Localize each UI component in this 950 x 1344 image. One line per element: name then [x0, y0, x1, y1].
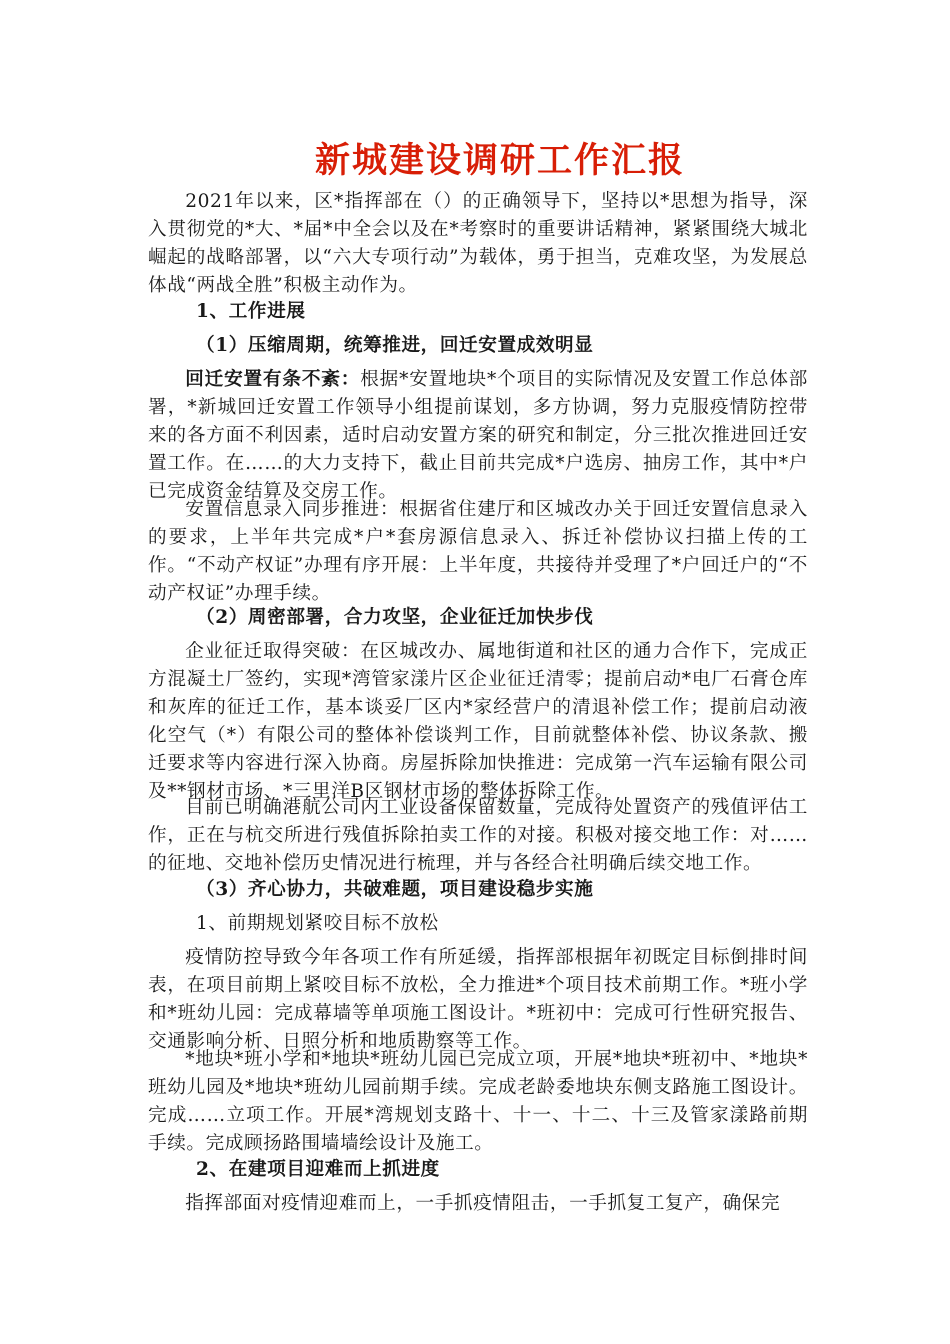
section-heading-1: 1、工作进展 [196, 301, 306, 322]
item-heading-1: 1、前期规划紧咬目标不放松 [196, 913, 439, 934]
paragraph-planning: 疫情防控导致今年各项工作有所延缓，指挥部根据年初既定目标倒排时间表，在项目前期上紧咬目标不放松，全力推进*个项目技术前期工作。*班小学和*班幼儿园：完成幕墙等单项施工图设计。*班初中：完成可行性研究报告、交通影响分析、日照分析和地质勘察等工作。 [148, 947, 808, 1052]
subsection-heading-1: （1）压缩周期，统筹推进，回迁安置成效明显 [196, 335, 594, 356]
paragraph-relocation [148, 366, 808, 506]
subsection-heading-3: （3）齐心协力，共破难题，项目建设稳步实施 [196, 879, 594, 900]
section-heading-2: 2、在建项目迎难而上抓进度 [196, 1159, 440, 1180]
document-title: 新城建设调研工作汇报 [314, 140, 685, 181]
paragraph-assets: 目前已明确港航公司内工业设备保留数量，完成待处置资产的残值评估工作，正在与杭交所进行残值拆除拍卖工作的对接。积极对接交地工作：对……的征地、交地补偿历史情况进行梳理，并与各经合社明确后续交地工作。 [148, 797, 808, 874]
paragraph-info-entry: 安置信息录入同步推进：根据省住建厅和区城改办关于回迁安置信息录入的要求，上半年共完成*户*套房源信息录入、拆迁补偿协议扫描上传的工作。“不动产权证”办理有序开展：上半年度，共接待并受理了*户回迁户的“不动产权证”办理手续。 [148, 499, 808, 604]
subsection-heading-2: （2）周密部署，合力攻坚，企业征迁加快步伐 [196, 607, 594, 628]
intro-paragraph: 2021年以来，区*指挥部在（）的正确领导下，坚持以*思想为指导，深入贯彻党的*大、*届*中全会以及在*考察时的重要讲话精神，紧紧围绕大城北崛起的战略部署，以“六大专项行动”为载体，勇于担当，克难攻坚，为发展总体战“两战全胜”积极主动作为。 [148, 191, 808, 296]
paragraph-enterprise: 企业征迁取得突破：在区城改办、属地街道和社区的通力合作下，完成正方混凝土厂签约，实现*湾管家漾片区企业征迁清零；提前启动*电厂石膏仓库和灰库的征迁工作，基本谈妥厂区内*家经营户的清退补偿工作；提前启动液化空气（*）有限公司的整体补偿谈判工作，目前就整体补偿、协议条款、搬迁要求等内容进行深入协商。房屋拆除加快推进：完成第一汽车运输有限公司及**钢材市场、*三里洋B区钢材市场的整体拆除工作。 [148, 641, 808, 802]
paragraph-lead: 回迁安置有条不紊： [185, 369, 361, 390]
paragraph-text: 根据*安置地块*个项目的实际情况及安置工作总体部署，*新城回迁安置工作领导小组提前谋划，多方协调，努力克服疫情防控带来的各方面不利因素，适时启动安置方案的研究和制定，分三批次推进回迁安置工作。在……的大力支持下，截止目前共完成*户选房、抽房工作，其中*户已完成资金结算及交房工作。 [148, 369, 808, 502]
paragraph-construction: 指挥部面对疫情迎难而上，一手抓疫情阻击，一手抓复工复产，确保完 [185, 1193, 781, 1214]
paragraph-projects: *地块*班小学和*地块*班幼儿园已完成立项，开展*地块*班初中、*地块*班幼儿园及*地块*班幼儿园前期手续。完成老龄委地块东侧支路施工图设计。完成……立项工作。开展*湾规划支路十、十一、十二、十三及管家漾路前期手续。完成顾扬路围墙墙绘设计及施工。 [148, 1049, 808, 1154]
